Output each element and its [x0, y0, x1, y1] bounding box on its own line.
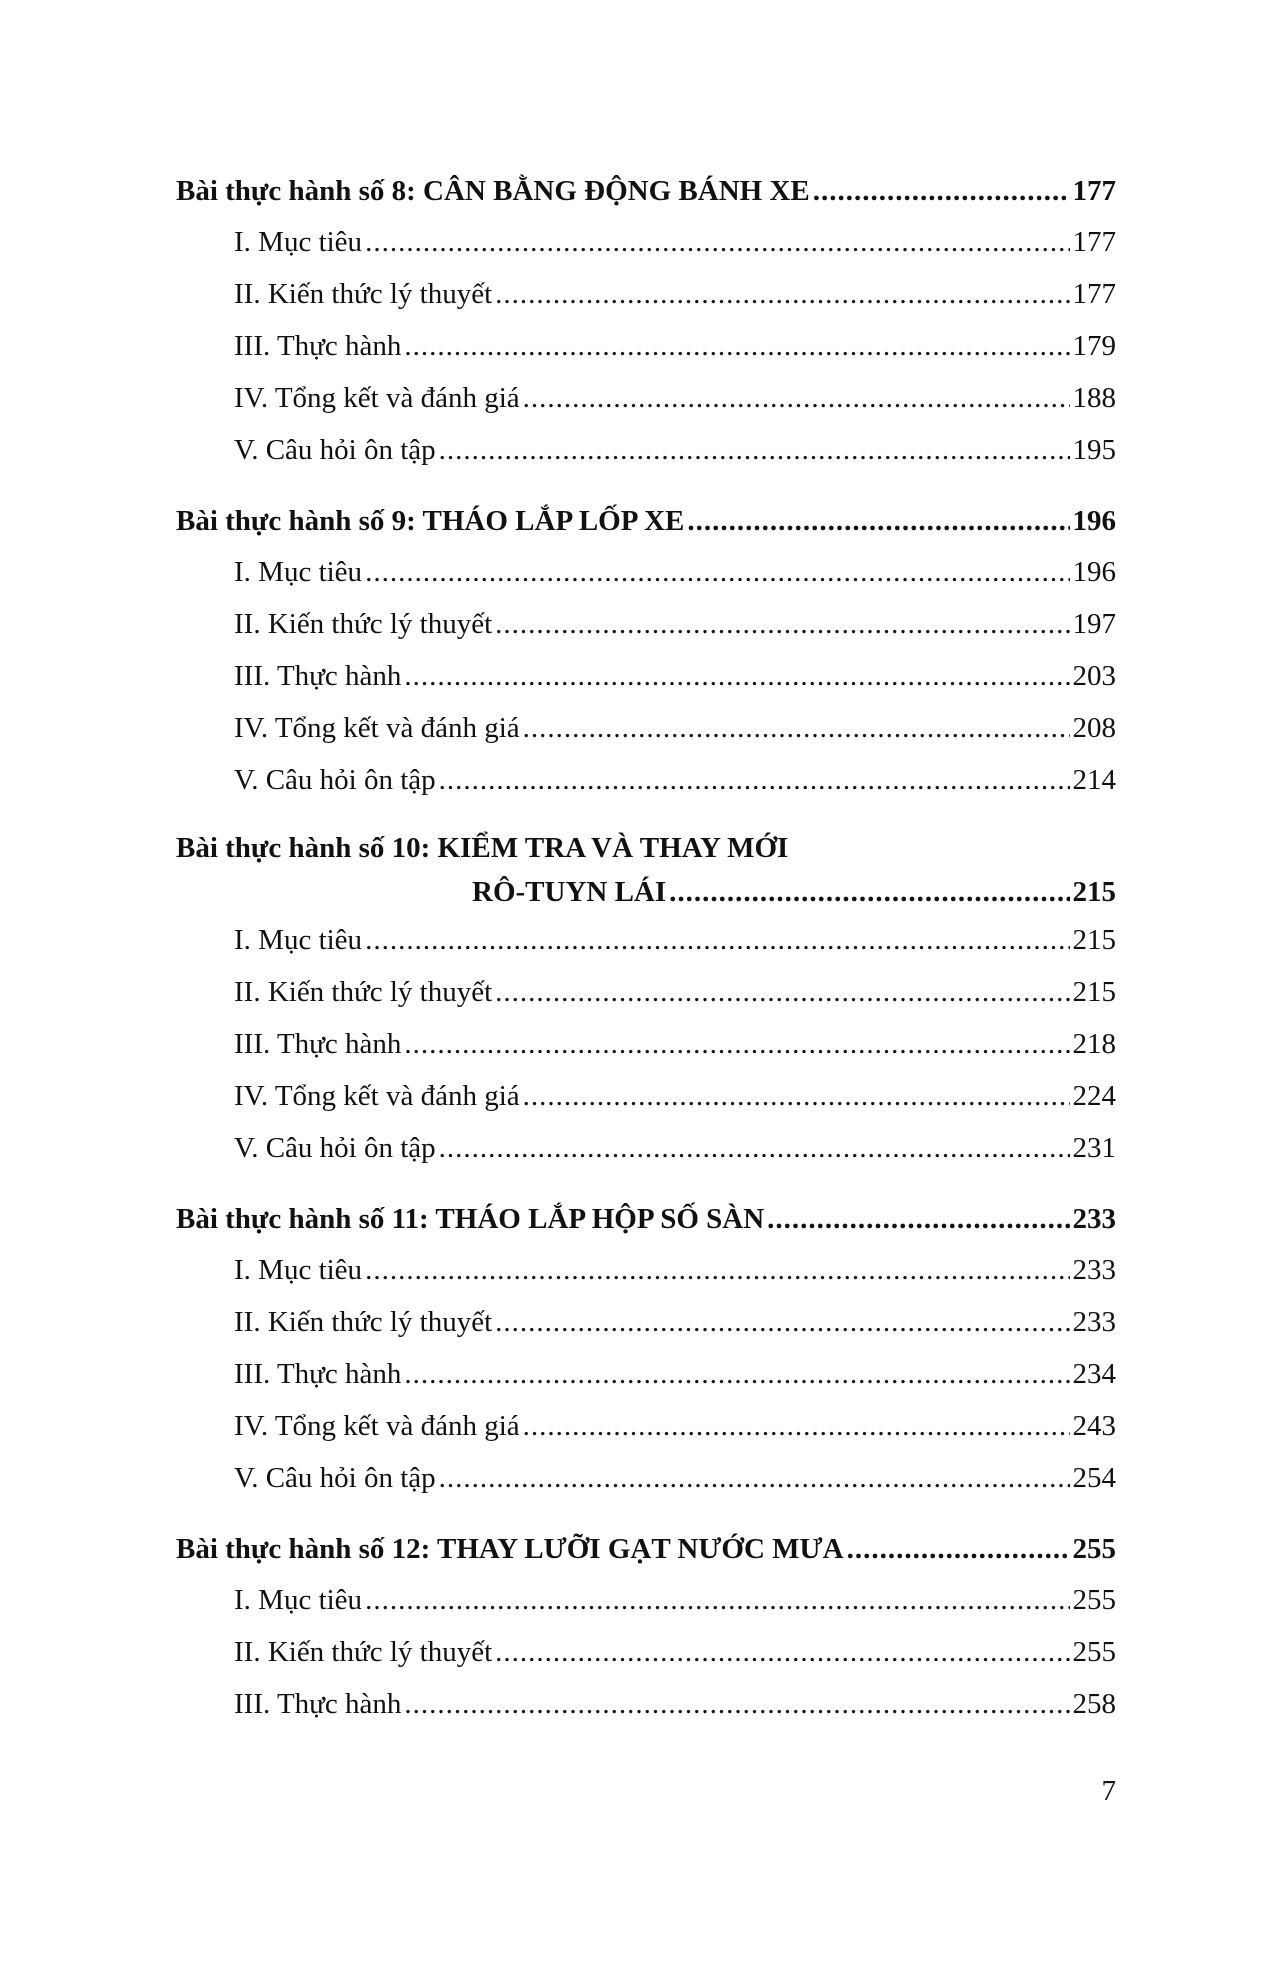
- dot-leader: [365, 216, 1069, 268]
- entry-label: III. Thực hành: [234, 1028, 402, 1060]
- entry-page-number: 208: [1072, 712, 1116, 744]
- toc-chapter-heading[interactable]: [176, 1194, 1116, 1244]
- toc-entry[interactable]: [176, 1400, 1116, 1452]
- chapter-page-number: 233: [1072, 1203, 1116, 1235]
- toc-entry[interactable]: [176, 424, 1116, 476]
- dot-leader: [495, 598, 1069, 650]
- dot-leader: [365, 1244, 1069, 1296]
- entry-label: V. Câu hỏi ôn tập: [234, 1462, 436, 1494]
- toc-chapter-heading[interactable]: [176, 166, 1116, 216]
- dot-leader: [523, 1070, 1070, 1122]
- entry-label: II. Kiến thức lý thuyết: [234, 1636, 493, 1668]
- toc-chapter-9: [176, 496, 1116, 806]
- chapter-title: Bài thực hành số 11: THÁO LẮP HỘP SỐ SÀN: [176, 1203, 765, 1235]
- toc-chapter-10: [176, 826, 1116, 1174]
- chapter-page-number: 196: [1072, 505, 1116, 537]
- entry-page-number: 214: [1072, 764, 1116, 796]
- entry-page-number: 218: [1072, 1028, 1116, 1060]
- entry-page-number: 197: [1072, 608, 1116, 640]
- toc-entry[interactable]: [176, 1018, 1116, 1070]
- entry-label: III. Thực hành: [234, 1688, 402, 1720]
- dot-leader: [365, 914, 1069, 966]
- entry-label: I. Mục tiêu: [234, 226, 363, 258]
- dot-leader: [813, 166, 1070, 216]
- entry-label: IV. Tổng kết và đánh giá: [234, 712, 520, 744]
- entry-page-number: 233: [1072, 1306, 1116, 1338]
- toc-entry[interactable]: [176, 650, 1116, 702]
- chapter-page-number: 177: [1072, 175, 1116, 207]
- entry-page-number: 231: [1072, 1132, 1116, 1164]
- toc-entry[interactable]: [176, 1070, 1116, 1122]
- dot-leader: [523, 372, 1070, 424]
- entry-page-number: 254: [1072, 1462, 1116, 1494]
- dot-leader: [439, 1452, 1070, 1504]
- toc-entry[interactable]: [176, 1678, 1116, 1730]
- toc-entry[interactable]: [176, 216, 1116, 268]
- entry-page-number: 177: [1072, 226, 1116, 258]
- entry-label: IV. Tổng kết và đánh giá: [234, 1080, 520, 1112]
- entry-label: I. Mục tiêu: [234, 556, 363, 588]
- toc-entry[interactable]: [176, 1348, 1116, 1400]
- toc-entry[interactable]: [176, 1122, 1116, 1174]
- toc-entry[interactable]: [176, 1452, 1116, 1504]
- chapter-title: Bài thực hành số 12: THAY LƯỠI GẠT NƯỚC MƯA: [176, 1533, 844, 1565]
- toc-chapter-heading[interactable]: [176, 496, 1116, 546]
- chapter-title-line-2: RÔ-TUYN LÁI: [472, 876, 667, 908]
- dot-leader: [439, 754, 1070, 806]
- entry-page-number: 224: [1072, 1080, 1116, 1112]
- toc-chapter-heading-line-2[interactable]: [176, 870, 1116, 914]
- entry-label: III. Thực hành: [234, 1358, 402, 1390]
- toc-entry[interactable]: [176, 1626, 1116, 1678]
- dot-leader: [847, 1524, 1070, 1574]
- entry-page-number: 258: [1072, 1688, 1116, 1720]
- entry-page-number: 233: [1072, 1254, 1116, 1286]
- dot-leader: [439, 424, 1070, 476]
- dot-leader: [669, 870, 1069, 914]
- toc-entry[interactable]: [176, 598, 1116, 650]
- toc-entry[interactable]: [176, 1574, 1116, 1626]
- toc-entry[interactable]: [176, 966, 1116, 1018]
- toc-entry[interactable]: [176, 1244, 1116, 1296]
- entry-label: II. Kiến thức lý thuyết: [234, 278, 493, 310]
- chapter-page-number: 215: [1072, 876, 1116, 908]
- dot-leader: [495, 268, 1069, 320]
- dot-leader: [439, 1122, 1070, 1174]
- entry-label: II. Kiến thức lý thuyết: [234, 1306, 493, 1338]
- dot-leader: [365, 546, 1069, 598]
- toc-chapter-heading[interactable]: [176, 1524, 1116, 1574]
- dot-leader: [495, 1296, 1069, 1348]
- entry-page-number: 177: [1072, 278, 1116, 310]
- toc-chapter-12: [176, 1524, 1116, 1730]
- toc-chapter-8: [176, 166, 1116, 476]
- dot-leader: [495, 1626, 1069, 1678]
- page-number: 7: [1101, 1775, 1116, 1807]
- toc-entry[interactable]: [176, 320, 1116, 372]
- entry-page-number: 215: [1072, 976, 1116, 1008]
- dot-leader: [404, 1678, 1069, 1730]
- entry-label: III. Thực hành: [234, 330, 402, 362]
- dot-leader: [767, 1194, 1069, 1244]
- entry-label: V. Câu hỏi ôn tập: [234, 1132, 436, 1164]
- entry-page-number: 234: [1072, 1358, 1116, 1390]
- toc-entry[interactable]: [176, 546, 1116, 598]
- entry-label: II. Kiến thức lý thuyết: [234, 608, 493, 640]
- entry-label: I. Mục tiêu: [234, 1254, 363, 1286]
- toc-entry[interactable]: [176, 702, 1116, 754]
- entry-label: I. Mục tiêu: [234, 924, 363, 956]
- dot-leader: [495, 966, 1069, 1018]
- chapter-title: Bài thực hành số 9: THÁO LẮP LỐP XE: [176, 505, 685, 537]
- entry-page-number: 188: [1072, 382, 1116, 414]
- entry-label: III. Thực hành: [234, 660, 402, 692]
- entry-label: I. Mục tiêu: [234, 1584, 363, 1616]
- entry-page-number: 195: [1072, 434, 1116, 466]
- toc-entry[interactable]: [176, 268, 1116, 320]
- toc-chapter-heading-line-1[interactable]: [176, 826, 1116, 870]
- entry-label: IV. Tổng kết và đánh giá: [234, 1410, 520, 1442]
- entry-page-number: 196: [1072, 556, 1116, 588]
- dot-leader: [365, 1574, 1069, 1626]
- toc-entry[interactable]: [176, 914, 1116, 966]
- entry-page-number: 243: [1072, 1410, 1116, 1442]
- entry-page-number: 203: [1072, 660, 1116, 692]
- dot-leader: [404, 1348, 1069, 1400]
- entry-label: V. Câu hỏi ôn tập: [234, 434, 436, 466]
- toc-chapter-11: [176, 1194, 1116, 1504]
- table-of-contents: [176, 166, 1116, 1750]
- chapter-page-number: 255: [1072, 1533, 1116, 1565]
- entry-page-number: 255: [1072, 1636, 1116, 1668]
- entry-label: IV. Tổng kết và đánh giá: [234, 382, 520, 414]
- toc-entry[interactable]: [176, 372, 1116, 424]
- entry-label: V. Câu hỏi ôn tập: [234, 764, 436, 796]
- entry-page-number: 215: [1072, 924, 1116, 956]
- dot-leader: [523, 702, 1070, 754]
- entry-page-number: 255: [1072, 1584, 1116, 1616]
- entry-page-number: 179: [1072, 330, 1116, 362]
- chapter-title: Bài thực hành số 8: CÂN BẰNG ĐỘNG BÁNH XE: [176, 175, 810, 207]
- dot-leader: [404, 650, 1069, 702]
- toc-entry[interactable]: [176, 754, 1116, 806]
- dot-leader: [687, 496, 1069, 546]
- dot-leader: [523, 1400, 1070, 1452]
- dot-leader: [404, 320, 1069, 372]
- entry-label: II. Kiến thức lý thuyết: [234, 976, 493, 1008]
- chapter-title-line-1: Bài thực hành số 10: KIỂM TRA VÀ THAY MỚI: [176, 832, 789, 864]
- toc-entry[interactable]: [176, 1296, 1116, 1348]
- dot-leader: [404, 1018, 1069, 1070]
